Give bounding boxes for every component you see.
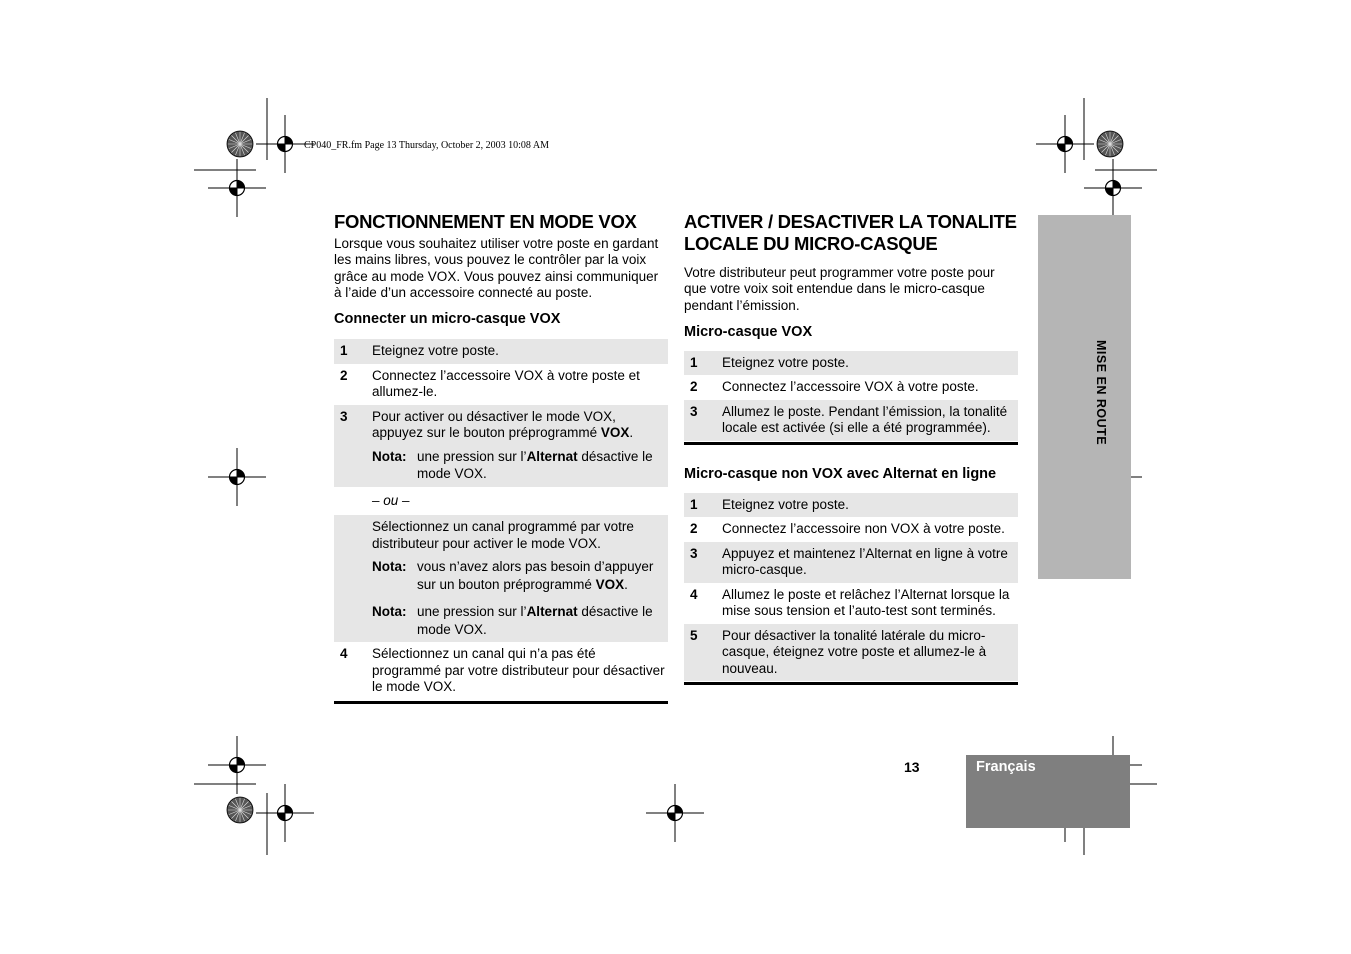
alternative-text: Sélectionnez un canal programmé par votre distributeur pour activer le mode VOX.	[372, 519, 634, 551]
table-row: 1 Eteignez votre poste.	[334, 339, 668, 364]
intro-paragraph: Lorsque vous souhaitez utiliser votre poste en gardant les mains libres, vous pouvez le contrôler par la voix grâce au mode VOX. Vous pouvez ainsi communiquer à l’aide d’un accessoire connecté au poste.	[334, 236, 659, 300]
chapter-side-tab	[1038, 215, 1131, 579]
file-info-header: CP040_FR.fm Page 13 Thursday, October 2, 2003 10:08 AM	[304, 140, 549, 151]
subtitle-vox-headset: Micro-casque VOX	[684, 323, 813, 340]
subtitle-connect: Connecter un micro-casque VOX	[334, 311, 561, 328]
table-end-rule	[684, 682, 1018, 685]
table-row	[334, 487, 668, 516]
vox-steps-table	[334, 339, 668, 700]
section-title-tone: ACTIVER / DESACTIVER LA TONALITE LOCALE DU MICRO-CASQUE	[684, 211, 1017, 254]
non-vox-headset-table	[684, 493, 1018, 682]
section-title-vox: FONCTIONNEMENT EN MODE VOX	[334, 211, 637, 232]
note: Nota: vous n’avez alors pas besoin d’appuyer sur un bouton préprogrammé VOX.	[372, 559, 654, 592]
table-row: 5 Pour désactiver la tonalité latérale du micro-casque, éteignez votre poste et allumez-le à nouveau.	[684, 624, 1018, 682]
or-separator: – ou –	[372, 492, 410, 508]
table-row: 2 Connectez l’accessoire VOX à votre poste et allumez-le.	[340, 367, 640, 400]
table-row: 2 Connectez l’accessoire VOX à votre poste.	[690, 379, 979, 395]
note: Nota: une pression sur l’Alternat désactive le mode VOX.	[372, 604, 653, 637]
left-column	[334, 211, 668, 704]
table-row: 3 Appuyez et maintenez l’Alternat en ligne à votre micro-casque.	[684, 542, 1018, 583]
table-row: 2 Connectez l’accessoire non VOX à votre poste.	[690, 521, 1005, 537]
step3-text: Pour activer ou désactiver le mode VOX, appuyez sur le bouton préprogrammé VOX.	[372, 408, 634, 441]
vox-headset-table	[684, 351, 1018, 441]
table-row: 1 Eteignez votre poste.	[684, 351, 1018, 376]
table-end-rule	[684, 442, 1018, 445]
page-number: 13	[904, 759, 920, 775]
table-row: 4 Allumez le poste et relâchez l’Alternat lorsque la mise sous tension et l’auto-test sont terminés.	[690, 586, 1010, 619]
note: Nota: une pression sur l’Alternat désactive le mode VOX.	[372, 448, 653, 482]
table-row: 4 Sélectionnez un canal qui n’a pas été programmé par votre distributeur pour désactiver le mode VOX.	[340, 646, 665, 695]
subtitle-non-vox-headset: Micro-casque non VOX avec Alternat en ligne	[684, 465, 997, 482]
table-row: 3 Allumez le poste. Pendant l’émission, la tonalité locale est activée (si elle a été programmée).	[684, 400, 1018, 441]
language-tab	[966, 755, 1130, 828]
language-label: Français	[976, 759, 1036, 775]
table-row: 3 Pour activer ou désactiver le mode VOX, appuyez sur le bouton préprogrammé VOX. Nota: une pression sur l’Alternat désactive le mode VOX.	[334, 405, 668, 487]
table-end-rule	[334, 701, 668, 704]
table-row: 1 Eteignez votre poste.	[684, 493, 1018, 518]
intro-paragraph: Votre distributeur peut programmer votre poste pour que votre voix soit entendue dans le micro-casque pendant l’émission.	[684, 265, 995, 313]
chapter-side-label: MISE EN ROUTE	[1094, 340, 1108, 446]
right-column	[684, 211, 1018, 685]
table-row	[334, 515, 668, 642]
